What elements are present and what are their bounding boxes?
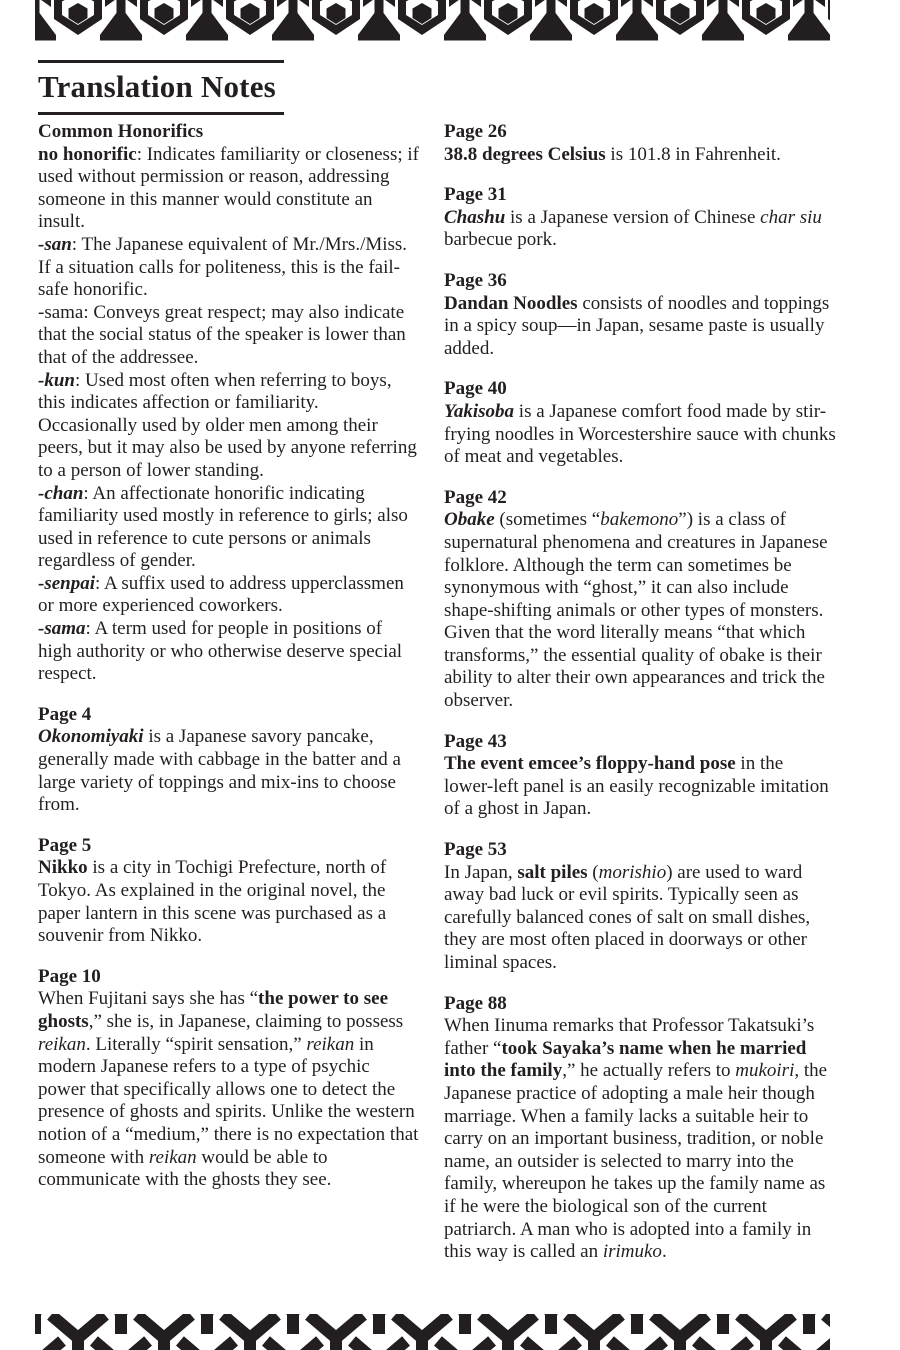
note-paragraph: -senpai: A suffix used to address upperclassmen or more experienced coworkers.: [38, 572, 404, 617]
section-heading: Page 10: [38, 965, 101, 987]
note-paragraph: When Iinuma remarks that Professor Takatsuki’s father “took Sayaka’s name when he married into the family,” he actually refers to mukoiri, the Japanese practice of adopting a male heir though marriage. When a family lacks a suitable heir to carry on an important business, tradition, or noble name, an outsider is selected to marry into the family, whereupon he takes up the family name as if he were the biological son of the current patriarch. A man who is adopted into a family in this way is called an irimuko.: [444, 1015, 828, 1263]
note-paragraph: Chashu is a Japanese version of Chinese char siu barbecue pork.: [444, 206, 822, 251]
note-paragraph: The event emcee’s floppy-hand pose in the lower-left panel is an easily recognizable imitation of a ghost in Japan.: [444, 753, 829, 820]
note-paragraph: Okonomiyaki is a Japanese savory pancake, generally made with cabbage in the batter and a large variety of toppings and mix-ins to choose from.: [38, 726, 401, 816]
note-section: [444, 487, 836, 713]
note-paragraph: -kun: Used most often when referring to boys, this indicates affection or familiarity. Occasionally used by older men among their peers, but it may also be used by anyone referring to a person of lower standing.: [38, 369, 417, 481]
note-paragraph: Obake (sometimes “bakemono”) is a class of supernatural phenomena and creatures in Japanese folklore. Although the term can sometimes be synonymous with “ghost,” it can also include shape-shifting animals or other types of monsters. Given that the word literally means “that which transforms,” the essential quality of obake is their ability to alter their own appearances and trick the observer.: [444, 509, 828, 712]
note-section: [444, 993, 836, 1264]
section-heading: Page 4: [38, 703, 92, 725]
note-paragraph: -chan: An affectionate honorific indicating familiarity used mostly in reference to girls; also used in reference to cute persons or animals regardless of gender.: [38, 482, 408, 572]
note-section: [38, 704, 420, 817]
section-heading: Page 26: [444, 121, 507, 142]
note-section: [38, 121, 420, 686]
note-paragraph: no honorific: Indicates familiarity or closeness; if used without permission or reason, addressing someone in this manner would constitute an insult.: [38, 143, 419, 233]
y-lattice-border-icon: [35, 1314, 830, 1350]
left-column: [38, 121, 420, 1192]
note-section: [444, 184, 836, 252]
section-heading: Page 36: [444, 269, 507, 291]
section-heading: Page 40: [444, 378, 507, 400]
note-paragraph: -san: The Japanese equivalent of Mr./Mrs./Miss. If a situation calls for politeness, this is the fail-safe honorific.: [38, 233, 408, 301]
note-paragraph: Dandan Noodles consists of noodles and toppings in a spicy soup—in Japan, sesame paste is usually added.: [444, 292, 830, 359]
note-paragraph: In Japan, salt piles (morishio) are used to ward away bad luck or evil spirits. Typically seen as carefully balanced cones of salt on small dishes, they are most often placed in doorways or other liminal spaces.: [444, 861, 811, 973]
footer-pattern: [35, 1314, 830, 1350]
right-column: [444, 121, 836, 1264]
section-heading: Page 42: [444, 486, 507, 508]
header-pattern: [35, 0, 830, 42]
note-paragraph: Nikko is a city in Tochigi Prefecture, north of Tokyo. As explained in the original novel, the paper lantern in this scene was purchased as a souvenir from Nikko.: [38, 857, 387, 947]
note-section: [444, 378, 836, 468]
section-heading: Page 5: [38, 834, 92, 856]
hexagon-lantern-border-icon: [35, 0, 830, 42]
note-section: [444, 121, 836, 166]
note-section: [444, 731, 836, 821]
section-heading: Common Honorifics: [38, 121, 204, 142]
section-heading: Page 43: [444, 730, 507, 752]
section-heading: Page 88: [444, 992, 507, 1014]
note-paragraph: 38.8 degrees Celsius is 101.8 in Fahrenheit.: [444, 143, 781, 165]
note-paragraph: -sama: A term used for people in positions of high authority or who otherwise deserve special respect.: [38, 618, 403, 685]
section-heading: Page 31: [444, 184, 507, 206]
note-paragraph: Yakisoba is a Japanese comfort food made by stir-frying noodles in Worcestershire sauce with chunks of meat and vegetables.: [444, 400, 836, 468]
note-section: [38, 835, 420, 948]
note-section: [444, 270, 836, 360]
note-paragraph: -sama: Conveys great respect; may also indicate that the social status of the speaker is lower than that of the addressee.: [38, 301, 406, 368]
title-block: [38, 60, 284, 115]
title-rule-top: [38, 60, 284, 63]
page-title: Translation Notes: [38, 69, 276, 104]
section-heading: Page 53: [444, 839, 507, 861]
note-paragraph: When Fujitani says she has “the power to see ghosts,” she is, in Japanese, claiming to possess reikan. Literally “spirit sensation,” reikan in modern Japanese refers to a type of psychic power that specifically allows one to detect the presence of ghosts and spirits. Unlike the western notion of a “medium,” there is no expectation that someone with reikan would be able to communicate with the ghosts they see.: [38, 988, 419, 1191]
title-rule-bottom: [38, 112, 284, 115]
note-section: [38, 966, 420, 1192]
note-section: [444, 839, 836, 975]
